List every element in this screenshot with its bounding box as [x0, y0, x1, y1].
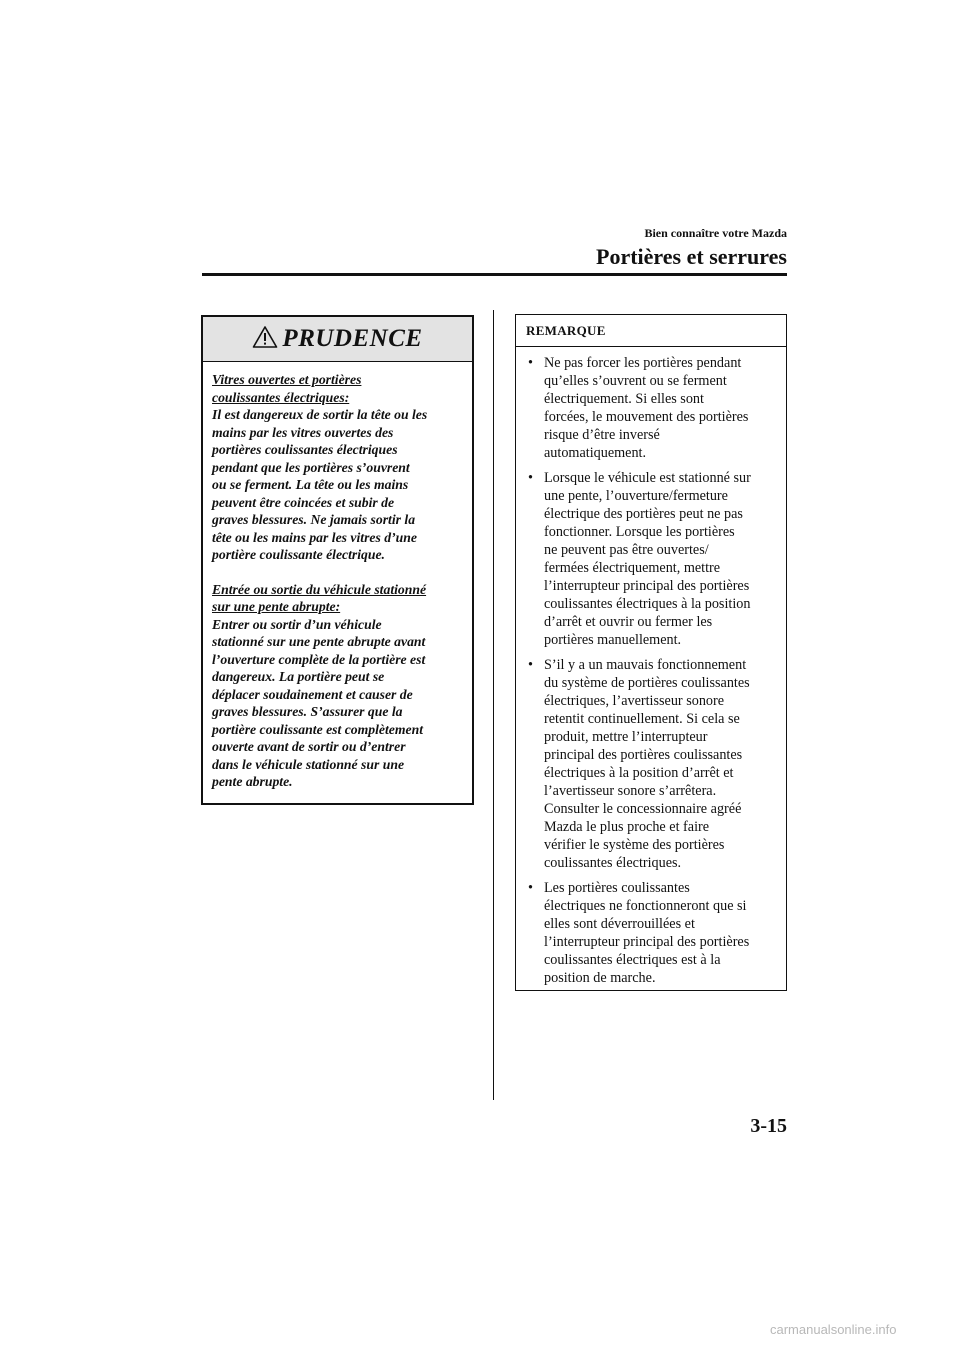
note-text-line: Ne pas forcer les portières pendant [544, 355, 742, 371]
caution-text-line: mains par les vitres ouvertes des [212, 424, 394, 440]
caution-text-line: peuvent être coincées et subir de [212, 494, 395, 510]
caution-text-line: tête ou les mains par les vitres d’une [212, 529, 417, 545]
note-text-line: une pente, l’ouverture/fermeture [544, 488, 728, 504]
note-text-line: retentit continuellement. Si cela se [544, 711, 740, 727]
caution-title: PRUDENCE [282, 325, 423, 352]
note-text-line: elles sont déverrouillées et [544, 916, 695, 932]
caution-text-line: portière coulissante est complètement [212, 721, 423, 737]
bullet-icon: • [528, 470, 533, 486]
note-text-line: coulissantes électriques. [544, 855, 682, 871]
bullet-icon: • [528, 657, 533, 673]
note-text-line: l’interrupteur principal des portières [544, 578, 750, 594]
caution-text-line: portières coulissantes électriques [212, 442, 398, 457]
note-text-line: ne peuvent pas être ouvertes/ [544, 542, 709, 558]
note-text-line: électriques à la position d’arrêt et [544, 765, 734, 781]
caution-text-line: pendant que les portières s’ouvrent [212, 459, 410, 475]
note-text-line: Lorsque le véhicule est stationné sur [544, 470, 751, 486]
caution-heading-line: coulissantes électriques: [212, 389, 350, 405]
caution-text-line: dans le véhicule stationné sur une [212, 756, 405, 772]
note-text-line: électriquement. Si elles sont [544, 391, 704, 407]
caution-text-line: dangereux. La portière peut se [212, 669, 385, 684]
caution-heading-line: Vitres ouvertes et portières [212, 372, 362, 387]
note-text-line: forcées, le mouvement des portières [544, 409, 749, 425]
note-text-line: portières manuellement. [544, 632, 682, 648]
caution-text-line: déplacer soudainement et causer de [212, 686, 413, 702]
note-text-line: coulissantes électriques est à la [544, 952, 721, 968]
column-divider [493, 310, 494, 1100]
caution-heading-line: Entrée ou sortie du véhicule stationné [212, 581, 427, 597]
note-list [516, 354, 786, 987]
caution-text-line: graves blessures. Ne jamais sortir la [212, 512, 416, 527]
note-text-line: Les portières coulissantes [544, 880, 690, 896]
section-gap [212, 564, 464, 581]
note-text-line: d’arrêt et ouvrir ou fermer les [544, 614, 713, 630]
note-text-line: produit, mettre l’interrupteur [544, 729, 708, 745]
note-text-line: coulissantes électriques à la position [544, 596, 751, 612]
note-text-line: du système de portières coulissantes [544, 675, 750, 691]
footer-watermark: carmanualsonline.info [770, 1322, 897, 1337]
note-item [526, 656, 778, 872]
note-text-line: S’il y a un mauvais fonctionnement [544, 657, 747, 673]
note-text-line: fonctionner. Lorsque les portières [544, 524, 735, 540]
note-text-line: fermées électriquement, mettre [544, 560, 721, 576]
caution-body [203, 362, 472, 791]
bullet-icon: • [528, 355, 533, 371]
note-text-line: principal des portières coulissantes [544, 747, 743, 763]
header-rule [202, 273, 787, 276]
bullet-icon: • [528, 880, 533, 896]
note-text-line: électriques ne fonctionneront que si [544, 898, 747, 914]
note-text-line: l’avertisseur sonore s’arrêtera. [544, 783, 717, 799]
caution-text-line: ouverte avant de sortir ou d’entrer [212, 739, 406, 754]
note-text-line: électrique des portières peut ne pas [544, 506, 743, 522]
note-title: REMARQUE [516, 315, 786, 347]
caution-text-line: pente abrupte. [212, 774, 293, 789]
warning-triangle-icon [252, 325, 278, 354]
caution-box [201, 315, 474, 805]
note-text-line: position de marche. [544, 970, 656, 986]
caution-text-line: portière coulissante électrique. [212, 547, 385, 562]
caution-text-line: graves blessures. S’assurer que la [212, 704, 403, 719]
note-item [526, 469, 778, 649]
page-number: 3-15 [750, 1115, 787, 1137]
note-item [526, 879, 778, 987]
caution-header [203, 317, 472, 362]
section-title: Portières et serrures [596, 244, 787, 269]
note-item [526, 354, 778, 462]
caution-text-line: stationné sur une pente abrupte avant [212, 634, 426, 649]
note-text-line: Mazda le plus proche et faire [544, 819, 710, 835]
caution-heading-line: sur une pente abrupte: [212, 599, 341, 614]
note-text-line: automatiquement. [544, 445, 647, 461]
note-text-line: risque d’être inversé [544, 427, 660, 443]
note-box [515, 314, 787, 991]
note-text-line: l’interrupteur principal des portières [544, 934, 750, 950]
caution-text-line: l’ouverture complète de la portière est [212, 651, 426, 667]
section-kicker: Bien connaître votre Mazda [644, 226, 787, 240]
note-text-line: Consulter le concessionnaire agréé [544, 801, 742, 817]
caution-text-line: Il est dangereux de sortir la tête ou les [212, 407, 428, 422]
caution-text-line: Entrer ou sortir d’un véhicule [212, 616, 382, 632]
note-text-line: vérifier le système des portières [544, 837, 725, 853]
caution-text-line: ou se ferment. La tête ou les mains [212, 477, 409, 492]
note-text-line: électriques, l’avertisseur sonore [544, 693, 725, 709]
note-text-line: qu’elles s’ouvrent ou se ferment [544, 373, 727, 389]
